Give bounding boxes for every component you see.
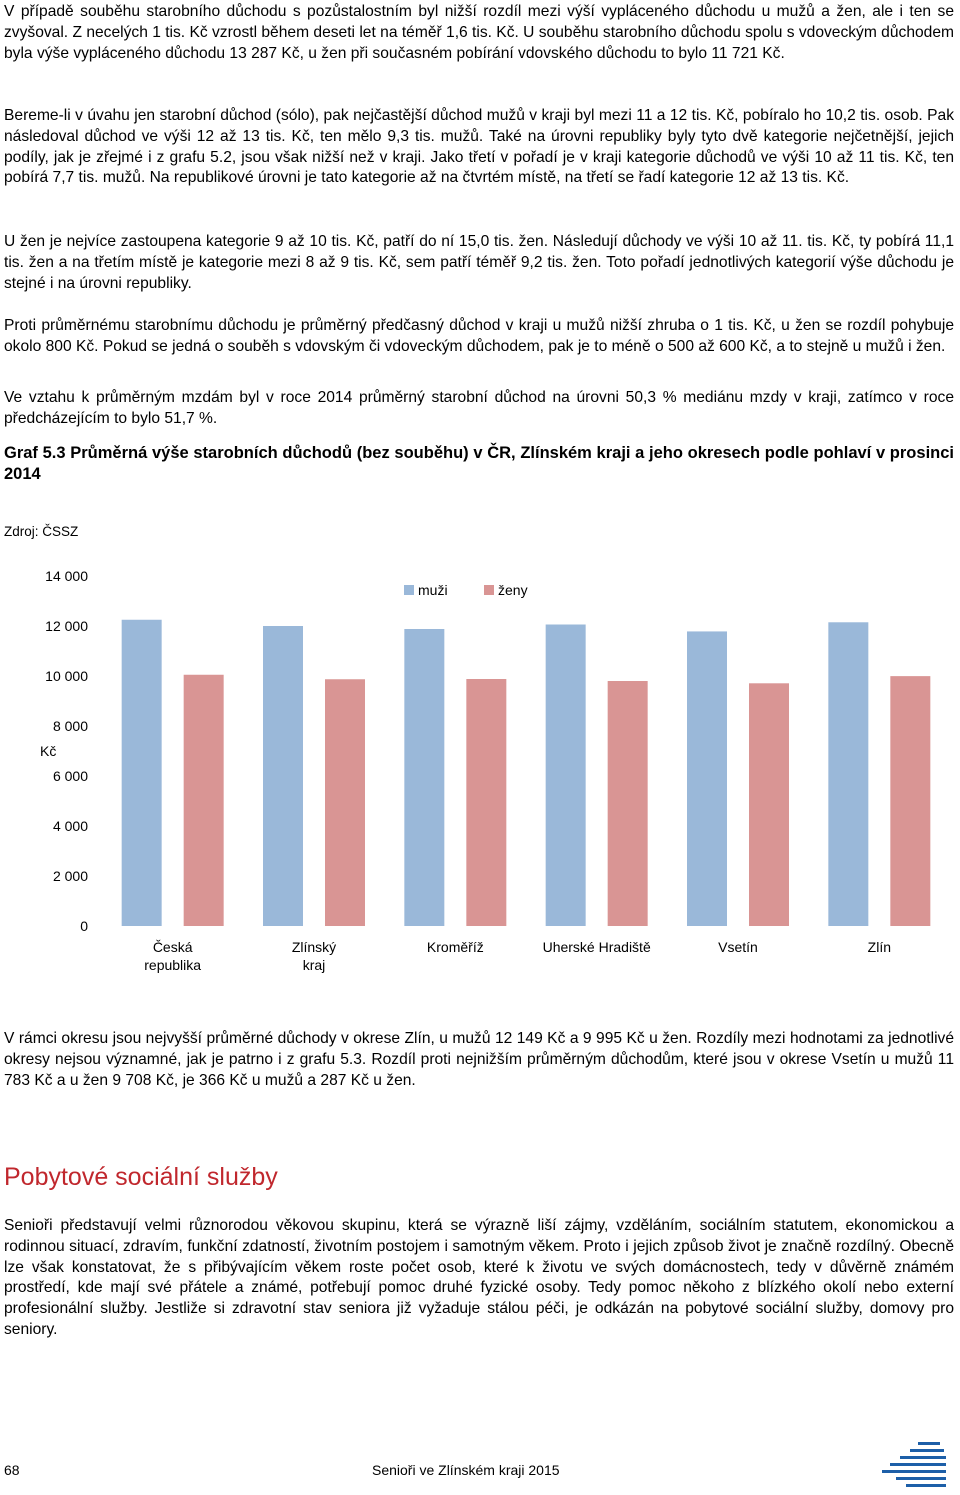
- bar-ženy: [749, 683, 789, 926]
- bar-ženy: [608, 681, 648, 926]
- x-tick-label: republika: [144, 957, 202, 973]
- y-tick-label: 6 000: [52, 768, 88, 784]
- chart-caption: Graf 5.3 Průměrná výše starobních důchodů (bez souběhu) v ČR, Zlínském kraji a jeho okresech podle pohlaví v prosinci 2014: [4, 444, 954, 483]
- bar-muži: [828, 622, 868, 926]
- y-tick-label: 10 000: [45, 668, 88, 684]
- paragraph-survivor-pension: V případě souběhu starobního důchodu s pozůstalostním byl nižší rozdíl mezi výší vypláceného důchodu u mužů a žen, ale i ten se zvyšoval. Z necelých 1 tis. Kč vzrostl během deseti let na téměř 1,6 tis. Kč. U souběhu starobního důchodu spolu s vdoveckým důchodem byla výše vypláceného důchodu 13 287 Kč, u žen při současném pobírání vdovského důchodu to bylo 11 721 Kč.: [4, 3, 954, 62]
- legend-swatch-ženy: [484, 585, 494, 595]
- bar-ženy: [325, 679, 365, 926]
- legend-label-muži: muži: [418, 582, 448, 598]
- y-tick-label: 4 000: [52, 818, 88, 834]
- x-tick-label: Česká: [152, 939, 193, 955]
- bar-ženy: [466, 679, 506, 926]
- bar-ženy: [184, 675, 224, 926]
- y-tick-label: 12 000: [45, 618, 88, 634]
- paragraph-early-pension: Proti průměrnému starobnímu důchodu je průměrný předčasný důchod v kraji u mužů nižší zhruba o 1 tis. Kč, u žen se rozdíl pohybuje okolo 800 Kč. Pokud se jedná o souběh s vdovským či vdoveckým důchodem, pak je to méně o 500 až 600 Kč, a to stejně u mužů i žen.: [4, 317, 954, 355]
- legend-label-ženy: ženy: [498, 582, 528, 598]
- y-tick-label: 2 000: [52, 868, 88, 884]
- y-tick-label: 14 000: [45, 568, 88, 584]
- bar-muži: [263, 626, 303, 926]
- pension-bar-chart: [0, 560, 960, 980]
- x-tick-label: Kroměříž: [426, 939, 484, 955]
- x-tick-label: Zlín: [867, 939, 892, 955]
- x-tick-label: Zlínský: [291, 939, 337, 955]
- paragraph-women-pension: U žen je nejvíce zastoupena kategorie 9 až 10 tis. Kč, patří do ní 15,0 tis. žen. Následují důchody ve výši 10 až 11. tis. Kč, ty pobírá 11,1 tis. žen a na třetím místě je kategorie mezi 8 až 9 tis. Kč, sem patří téměř 9,2 tis. žen. Toto pořadí jednotlivých kategorií výše důchodu je stejné i na úrovni republiky.: [4, 233, 954, 292]
- y-axis-label: Kč: [40, 743, 57, 759]
- paragraph-wage-ratio: Ve vztahu k průměrným mzdám byl v roce 2014 průměrný starobní důchod na úrovni 50,3 % mediánu mzdy v kraji, zatímco v roce předcházejícím to bylo 51,7 %.: [4, 389, 954, 427]
- publication-title: Senioři ve Zlínském kraji 2015: [372, 1462, 560, 1478]
- chart-source: Zdroj: ČSSZ: [4, 524, 79, 539]
- legend-swatch-muži: [404, 585, 414, 595]
- bar-muži: [404, 629, 444, 926]
- x-tick-label: Uherské Hradiště: [542, 939, 651, 955]
- paragraph-men-pension: Bereme-li v úvahu jen starobní důchod (sólo), pak nejčastější důchod mužů v kraji byl mezi 11 a 12 tis. Kč, pobíralo ho 10,2 tis. osob. Pak následoval důchod ve výši 12 až 13 tis. Kč, ten mělo 9,3 tis. mužů. Také na úrovni republiky byly tyto dvě kategorie nejčetnější, jejich podíly, jak je zřejmé i z grafu 5.2, jsou však nižší než v kraji. Jako třetí v pořadí je v kraji kategorie důchodů ve výši 10 až 11 tis. Kč, ten pobírá 7,7 tis. mužů. Na republikové úrovni je tato kategorie až na čtvrtém místě, na třetí se řadí kategorie 12 až 13 tis. Kč.: [4, 107, 954, 187]
- bar-muži: [687, 631, 727, 926]
- bar-muži: [122, 620, 162, 926]
- page-number: 68: [4, 1462, 20, 1478]
- bar-ženy: [890, 676, 930, 926]
- x-tick-label: kraj: [302, 957, 326, 973]
- csu-logo-icon: [872, 1440, 954, 1490]
- paragraph-districts: V rámci okresu jsou nejvyšší průměrné důchody v okrese Zlín, u mužů 12 149 Kč a 9 995 Kč u žen. Rozdíly mezi hodnotami za jednotlivé okresy nejsou významné, jak je patrno i z grafu 5.3. Rozdíl proti nejnižším průměrným důchodům, které jsou v okrese Vsetín u mužů 11 783 Kč a u žen 9 708 Kč, je 366 Kč u mužů a 287 Kč u žen.: [4, 1030, 954, 1089]
- paragraph-residential-services: Senioři představují velmi různorodou věkovou skupinu, která se výrazně liší zájmy, vzděláním, sociálním statutem, ekonomickou a rodinnou situací, zdravím, funkční zdatností, životním postojem i samotným věkem. Proto i jejich způsob život je značně rozdílný. Obecně lze však konstatovat, že s přibývajícím věkem roste počet osob, které k životu ve svých domácnostech, tedy v důvěrně známém prostředí, kde mají své přátele a známé, potřebují pomoc druhé fyzické osoby. Tedy pomoc někoho z blízkého okolí nebo externí profesionální služby. Jestliže si zdravotní stav seniora již vyžaduje stálou péči, je odkázán na pobytové sociální služby, domovy pro seniory.: [4, 1217, 954, 1338]
- y-tick-label: 8 000: [52, 718, 88, 734]
- x-tick-label: Vsetín: [718, 939, 758, 955]
- bar-muži: [546, 625, 586, 927]
- y-tick-label: 0: [80, 918, 88, 934]
- section-heading: Pobytové sociální služby: [4, 1163, 278, 1191]
